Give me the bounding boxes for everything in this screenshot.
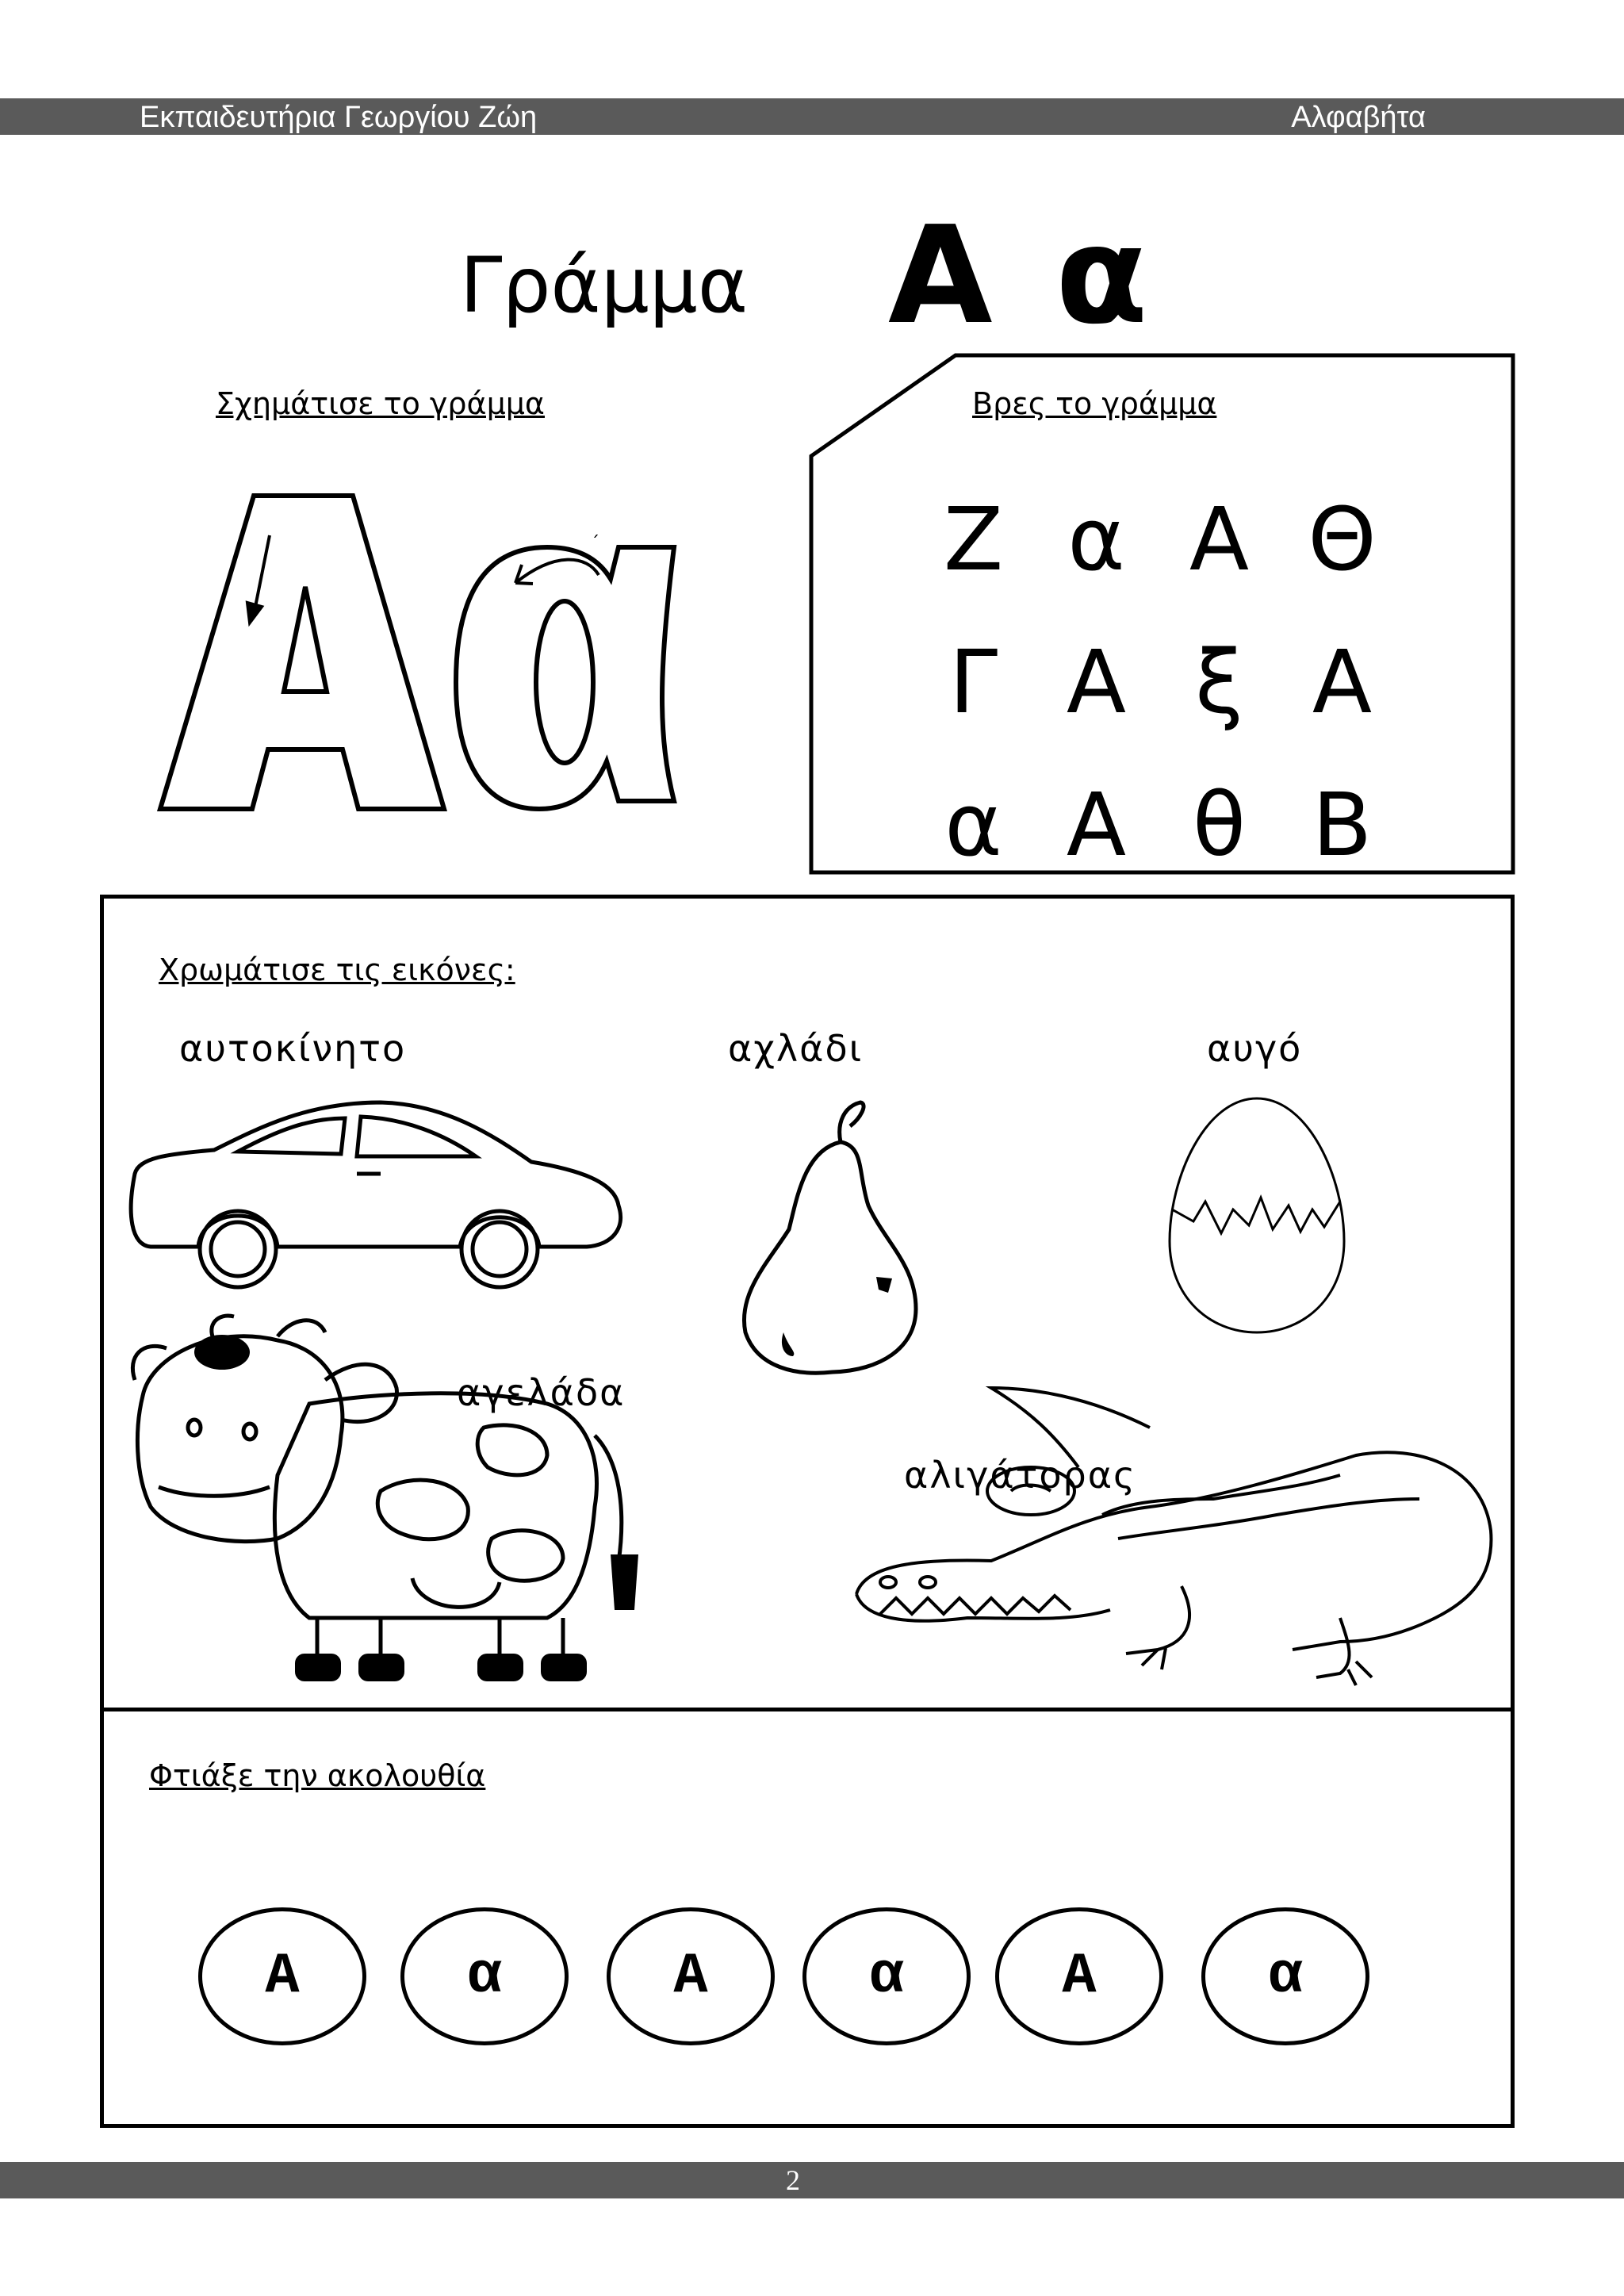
word-cow: αγελάδα — [457, 1371, 626, 1414]
sequence-section-label: Φτιάξε την ακολουθία — [149, 1758, 486, 1793]
find-letter[interactable]: ξ — [1194, 631, 1244, 733]
color-section-label: Χρωμάτισε τις εικόνες: — [159, 953, 515, 987]
cow-icon[interactable] — [119, 1301, 658, 1689]
page-number: 2 — [786, 2164, 800, 2196]
word-car: αυτοκίνητο — [179, 1027, 407, 1070]
find-letter[interactable]: Α — [1189, 489, 1250, 590]
outline-letters-illustration — [143, 476, 714, 833]
header-school-name: Εκπαιδευτήρια Γεωργίου Ζώη — [140, 101, 538, 134]
curve-direction-arrow-icon — [515, 560, 599, 584]
pear-icon[interactable] — [722, 1094, 944, 1380]
sequence-item[interactable]: α — [400, 1907, 569, 2045]
find-letter[interactable]: α — [1067, 489, 1125, 590]
outline-lowercase-alpha — [456, 547, 674, 809]
outline-capital-a — [160, 496, 444, 809]
find-letter[interactable]: Β — [1312, 774, 1373, 876]
find-letter[interactable]: Α — [1066, 774, 1127, 876]
alligator-icon[interactable] — [848, 1380, 1499, 1697]
sequence-item[interactable]: α — [1201, 1907, 1369, 2045]
sequence-item[interactable]: A — [995, 1907, 1163, 2045]
sequence-item[interactable]: α — [802, 1907, 971, 2045]
shape-section-label: Σχημάτισε το γράμμα — [216, 386, 545, 421]
car-icon[interactable] — [119, 1094, 634, 1293]
find-letter[interactable]: Γ — [948, 631, 998, 733]
find-letter[interactable]: Ζ — [943, 489, 1004, 590]
egg-icon[interactable] — [1158, 1091, 1356, 1344]
find-letter[interactable]: Α — [1066, 631, 1127, 733]
sequence-item[interactable]: A — [607, 1907, 775, 2045]
word-alligator: αλιγάτορας — [904, 1454, 1137, 1497]
sequence-item[interactable]: A — [198, 1907, 366, 2045]
find-letter[interactable]: θ — [1192, 774, 1247, 876]
stroke-direction-arrow-icon — [247, 535, 270, 623]
find-letter[interactable]: α — [944, 774, 1002, 876]
accent-tick-icon: ´ — [591, 534, 599, 554]
find-section-label: Βρες το γράμμα — [972, 386, 1217, 421]
find-letter-grid — [912, 468, 1404, 896]
find-letter[interactable]: Α — [1312, 631, 1373, 733]
header-topic: Αλφαβήτα — [1291, 101, 1426, 134]
title-letters: Α α — [888, 197, 1156, 355]
word-pear: αχλάδι — [728, 1027, 864, 1070]
find-letter[interactable]: Θ — [1308, 489, 1377, 590]
page-title: Γράμμα — [460, 241, 749, 330]
word-egg: αυγό — [1207, 1027, 1303, 1070]
